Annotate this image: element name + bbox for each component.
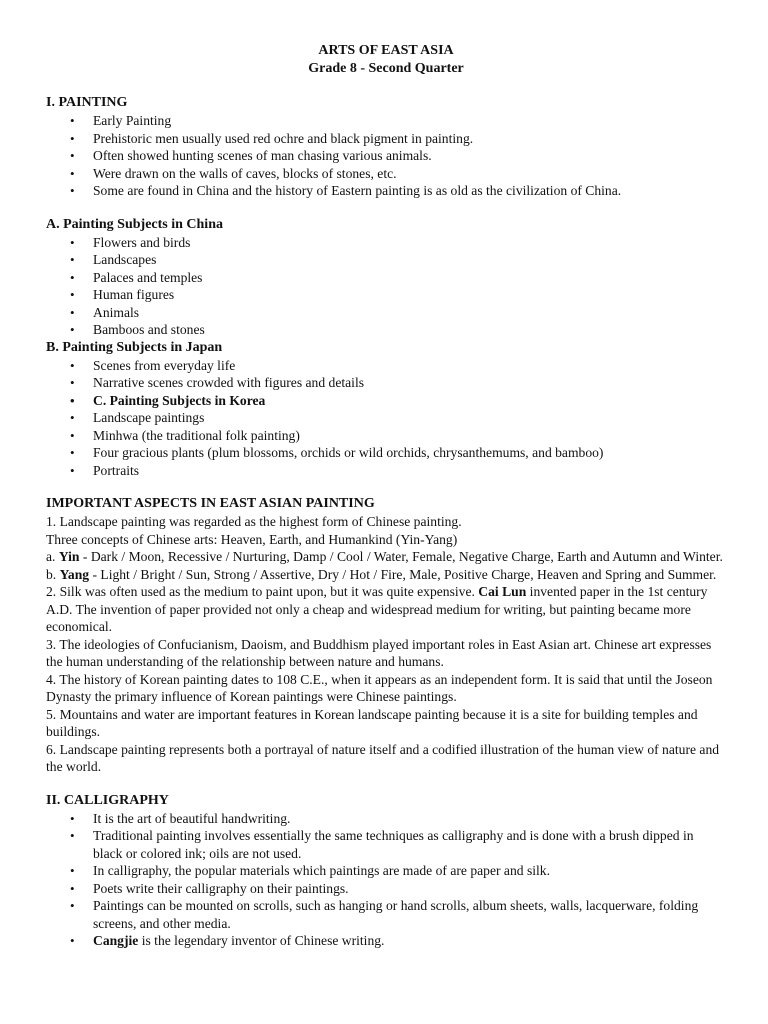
paragraph: 1. Landscape painting was regarded as the highest form of Chinese painting. bbox=[46, 514, 462, 529]
section-aspects bbox=[46, 495, 726, 776]
list-item: • Landscapes bbox=[46, 251, 726, 269]
section-heading: IMPORTANT ASPECTS IN EAST ASIAN PAINTING bbox=[46, 496, 375, 511]
list-item: • Portraits bbox=[46, 462, 726, 480]
paragraph: Three concepts of Chinese arts: Heaven, Earth, and Humankind (Yin-Yang) bbox=[46, 531, 458, 547]
section-china bbox=[46, 216, 726, 339]
list-item: • Palaces and temples bbox=[46, 269, 726, 287]
paragraph: 4. The history of Korean painting dates to 108 C.E., when it appears as an independent form. It is said that until the Joseon Dynasty the primary influence of Korean paintings were Chinese paintings. bbox=[46, 671, 713, 704]
text: - Light / Bright / Sun, Strong / Assertive, Dry / Hot / Fire, Male, Positive Charge, Heaven and Spring and Summer. bbox=[89, 566, 717, 582]
text: is the legendary inventor of Chinese writing. bbox=[138, 933, 385, 948]
paragraph-silk bbox=[46, 583, 726, 636]
term-yin: Yin bbox=[58, 549, 80, 564]
text: - Dark / Moon, Recessive / Nurturing, Damp / Cool / Water, Female, Negative Charge, Earth and Autumn and Winter. bbox=[79, 549, 723, 564]
section-heading: B. Painting Subjects in Japan bbox=[46, 339, 223, 355]
section-heading: A. Painting Subjects in China bbox=[46, 216, 223, 232]
section-calligraphy bbox=[46, 792, 726, 950]
paragraph: 3. The ideologies of Confucianism, Daoism, and Buddhism played important roles in East Asian art. Chinese art expresses the human understanding of the relationship between nature and humans. bbox=[46, 636, 712, 669]
bullet-list bbox=[46, 357, 726, 480]
term-cai-lun: Cai Lun bbox=[478, 584, 527, 599]
list-item-korea-heading: • C. Painting Subjects in Korea bbox=[46, 392, 726, 410]
list-item: • Scenes from everyday life bbox=[46, 357, 726, 375]
document-page bbox=[46, 42, 726, 950]
list-item: • Four gracious plants (plum blossoms, orchids or wild orchids, chrysanthemums, and bamboo) bbox=[46, 444, 726, 462]
list-item-cangjie bbox=[46, 932, 726, 950]
list-item: • Prehistoric men usually used red ochre and black pigment in painting. bbox=[46, 130, 726, 148]
list-item: • In calligraphy, the popular materials which paintings are made of are paper and silk. bbox=[46, 862, 726, 880]
text: a. bbox=[46, 549, 59, 564]
paragraph-yang bbox=[46, 566, 726, 584]
list-item: • Narrative scenes crowded with figures and details bbox=[46, 374, 726, 392]
section-heading: II. CALLIGRAPHY bbox=[46, 792, 169, 808]
bullet-list bbox=[46, 234, 726, 339]
paragraph: 6. Landscape painting represents both a portrayal of nature itself and a codified illustration of the human view of nature and the world. bbox=[46, 741, 720, 774]
document-subtitle: Grade 8 - Second Quarter bbox=[308, 61, 464, 76]
list-item: • Human figures bbox=[46, 286, 726, 304]
list-item: • Bamboos and stones bbox=[46, 321, 726, 339]
section-japan bbox=[46, 339, 726, 480]
section-painting bbox=[46, 94, 726, 200]
paragraph: 5. Mountains and water are important features in Korean landscape painting because it is a site for building temples and buildings. bbox=[46, 706, 698, 739]
bullet-list bbox=[46, 810, 726, 950]
term-yang: Yang bbox=[59, 566, 90, 582]
list-item: • Some are found in China and the history of Eastern painting is as old as the civilization of China. bbox=[46, 182, 726, 200]
section-heading: I. PAINTING bbox=[46, 95, 128, 110]
list-item: • Landscape paintings bbox=[46, 409, 726, 427]
list-item: • It is the art of beautiful handwriting. bbox=[46, 810, 726, 828]
list-item: • Minhwa (the traditional folk painting) bbox=[46, 427, 726, 445]
list-item: • Flowers and birds bbox=[46, 234, 726, 252]
bullet-list bbox=[46, 112, 726, 200]
document-title: ARTS OF EAST ASIA bbox=[318, 43, 454, 58]
text: b. bbox=[46, 566, 60, 582]
paragraph-yin bbox=[46, 548, 726, 566]
list-item: • Animals bbox=[46, 304, 726, 322]
text: 2. Silk was often used as the medium to paint upon, but it was quite expensive. bbox=[46, 584, 479, 599]
term-cangjie: Cangjie bbox=[93, 933, 139, 948]
list-item: • Traditional painting involves essentially the same techniques as calligraphy and is done with a brush dipped in black or colored ink; oils are not used. bbox=[46, 827, 726, 862]
list-item: • Early Painting bbox=[46, 112, 726, 130]
list-item: • Paintings can be mounted on scrolls, such as hanging or hand scrolls, album sheets, walls, lacquerware, folding screens, and other media. bbox=[46, 897, 726, 932]
list-item: • Poets write their calligraphy on their paintings. bbox=[46, 880, 726, 898]
list-item: • Often showed hunting scenes of man chasing various animals. bbox=[46, 147, 726, 165]
text: invented paper in the 1st century A.D. The invention of paper provided not only a cheap and widespread medium for writing, but painting became more economical. bbox=[46, 584, 708, 634]
list-item: • Were drawn on the walls of caves, blocks of stones, etc. bbox=[46, 165, 726, 183]
